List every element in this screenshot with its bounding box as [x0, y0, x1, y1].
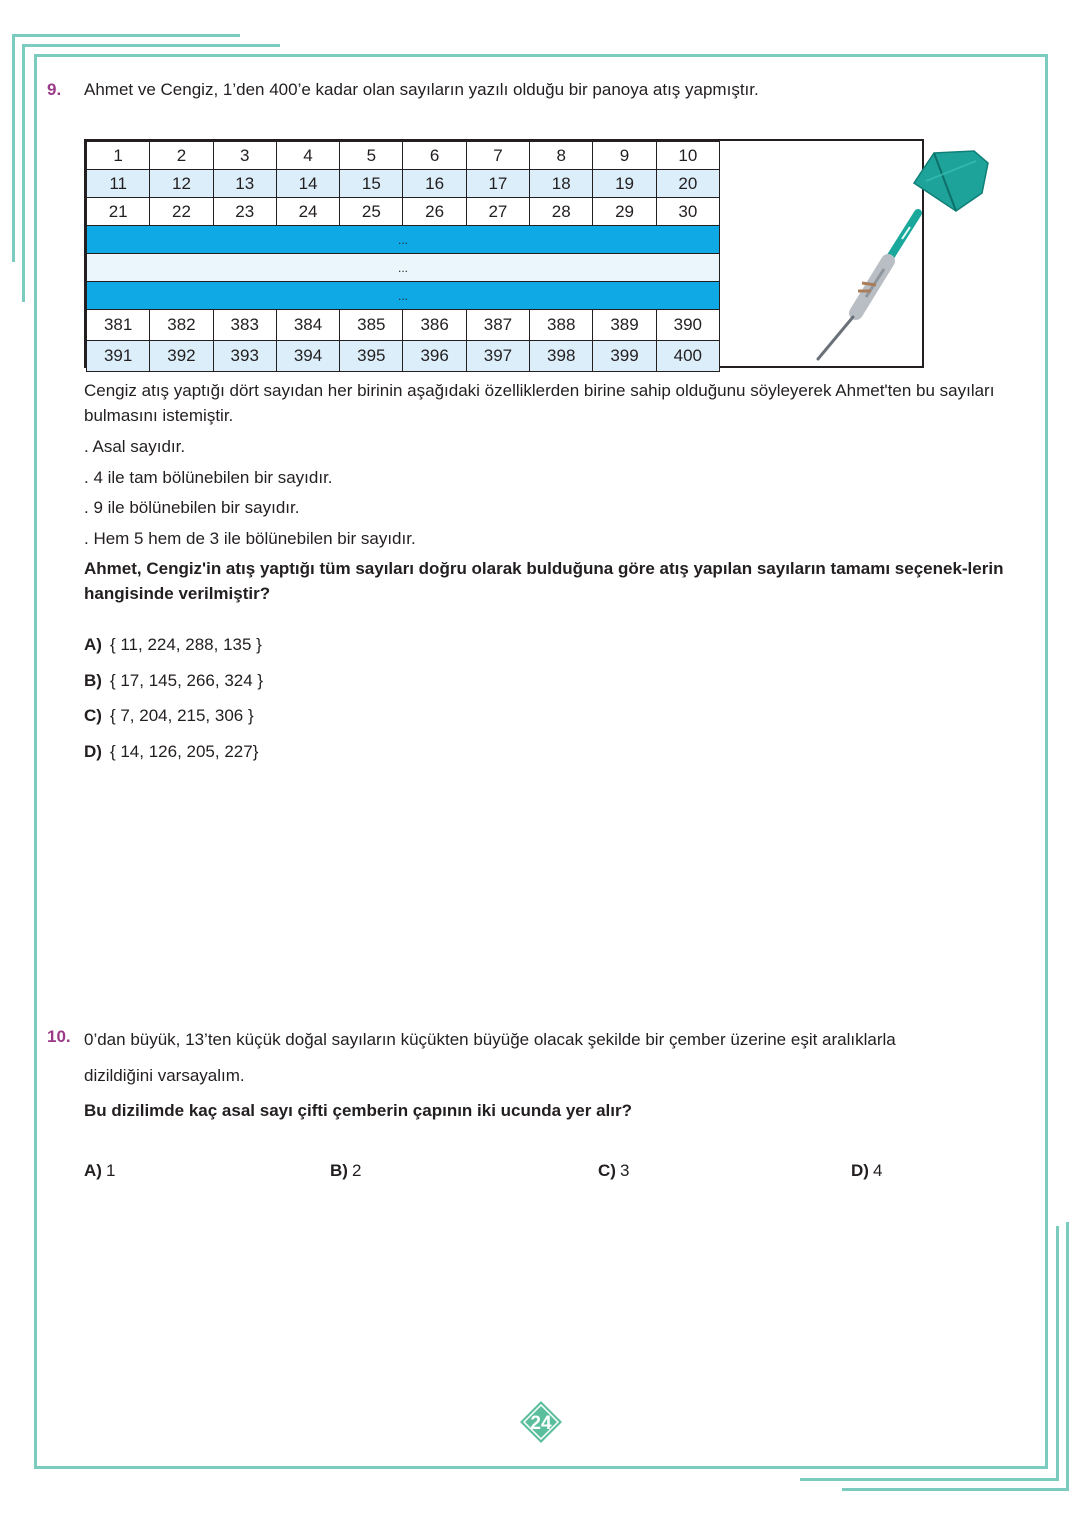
option-label: A) [84, 635, 102, 654]
grid-row [87, 310, 720, 341]
property-prime: . Asal sayıdır. [84, 437, 186, 456]
frame-line [34, 54, 1048, 57]
grid-cell: 10 [656, 142, 719, 170]
grid-cell: 14 [276, 170, 339, 198]
grid-cell: 21 [87, 198, 150, 226]
frame-line [22, 44, 280, 47]
q9-option-c[interactable] [84, 706, 254, 726]
grid-cell: 29 [593, 198, 656, 226]
grid-cell: 393 [213, 341, 276, 372]
frame-line [1056, 1226, 1059, 1480]
option-label: C) [598, 1161, 616, 1180]
option-label: B) [330, 1161, 348, 1180]
grid-cell: 9 [593, 142, 656, 170]
frame-line [12, 34, 240, 37]
ellipsis: ... [87, 254, 720, 282]
grid-cell: 396 [403, 341, 466, 372]
q10-option-a[interactable] [84, 1161, 115, 1181]
q9-option-d[interactable] [84, 742, 258, 762]
q9-option-a[interactable] [84, 635, 262, 655]
grid-cell: 11 [87, 170, 150, 198]
grid-cell: 15 [340, 170, 403, 198]
grid-cell: 17 [466, 170, 529, 198]
option-text: 4 [872, 1161, 883, 1180]
option-text: { 14, 126, 205, 227} [109, 742, 259, 761]
option-text: 3 [619, 1161, 630, 1180]
grid-cell: 394 [276, 341, 339, 372]
option-label: D) [84, 742, 102, 761]
grid-cell: 20 [656, 170, 719, 198]
grid-cell: 400 [656, 341, 719, 372]
grid-cell: 391 [87, 341, 150, 372]
grid-cell: 8 [530, 142, 593, 170]
grid-cell: 385 [340, 310, 403, 341]
question-10-prompt: Bu dizilimde kaç asal sayı çifti çemberin çapının iki ucunda yer alır? [84, 1101, 632, 1120]
grid-cell: 386 [403, 310, 466, 341]
q9-option-b[interactable] [84, 671, 263, 691]
grid-cell: 2 [150, 142, 213, 170]
question-10-line1: 0’dan büyük, 13’ten küçük doğal sayıların küçükten büyüğe olacak şekilde bir çember üzerine eşit aralıklarla [84, 1030, 896, 1049]
page-number-badge [519, 1400, 563, 1444]
option-label: A) [84, 1161, 102, 1180]
question-9-intro: Ahmet ve Cengiz, 1’den 400’e kadar olan sayıların yazılı olduğu bir panoya atış yapmıştır. [84, 80, 759, 99]
question-9-paragraph: Cengiz atış yaptığı dört sayıdan her birinin aşağıdaki özelliklerden birine sahip olduğunu söyleyerek Ahmet'ten bu sayıları bulmasını istemiştir. [84, 381, 995, 425]
dart-icon [806, 141, 1006, 366]
grid-cell: 398 [530, 341, 593, 372]
grid-cell: 392 [150, 341, 213, 372]
property-div4: . 4 ile tam bölünebilen bir sayıdır. [84, 468, 333, 487]
grid-row [87, 341, 720, 372]
option-text: { 7, 204, 215, 306 } [109, 706, 254, 725]
grid-cell: 397 [466, 341, 529, 372]
grid-cell: 382 [150, 310, 213, 341]
question-9-number: 9. [47, 80, 62, 99]
frame-line [34, 54, 37, 1468]
grid-cell: 388 [530, 310, 593, 341]
ellipsis-row [87, 226, 720, 254]
number-grid [86, 141, 720, 372]
grid-cell: 12 [150, 170, 213, 198]
frame-line [1045, 54, 1048, 1468]
ellipsis: ... [87, 226, 720, 254]
grid-cell: 4 [276, 142, 339, 170]
grid-row [87, 170, 720, 198]
grid-cell: 3 [213, 142, 276, 170]
question-10-number: 10. [47, 1027, 71, 1046]
property-div5and3: . Hem 5 hem de 3 ile bölünebilen bir sayıdır. [84, 529, 416, 548]
frame-line [800, 1478, 1059, 1481]
frame-line [22, 44, 25, 302]
page-number: 24 [530, 1413, 552, 1434]
grid-cell: 25 [340, 198, 403, 226]
frame-line [34, 1466, 1048, 1469]
frame-line [12, 34, 15, 262]
grid-cell: 5 [340, 142, 403, 170]
ellipsis-row [87, 254, 720, 282]
grid-cell: 22 [150, 198, 213, 226]
grid-cell: 7 [466, 142, 529, 170]
grid-row [87, 142, 720, 170]
grid-cell: 27 [466, 198, 529, 226]
grid-cell: 381 [87, 310, 150, 341]
grid-cell: 28 [530, 198, 593, 226]
frame-line [842, 1488, 1069, 1491]
number-board [84, 139, 924, 368]
grid-cell: 30 [656, 198, 719, 226]
grid-cell: 1 [87, 142, 150, 170]
option-text: 1 [105, 1161, 116, 1180]
ellipsis: ... [87, 282, 720, 310]
q10-option-c[interactable] [598, 1161, 629, 1181]
grid-cell: 390 [656, 310, 719, 341]
grid-cell: 395 [340, 341, 403, 372]
grid-cell: 16 [403, 170, 466, 198]
grid-cell: 387 [466, 310, 529, 341]
grid-cell: 399 [593, 341, 656, 372]
option-text: 2 [351, 1161, 362, 1180]
property-div9: . 9 ile bölünebilen bir sayıdır. [84, 498, 300, 517]
option-label: C) [84, 706, 102, 725]
grid-cell: 6 [403, 142, 466, 170]
question-10-line2: dizildiğini varsayalım. [84, 1066, 245, 1085]
option-label: D) [851, 1161, 869, 1180]
q10-option-d[interactable] [851, 1161, 882, 1181]
grid-cell: 23 [213, 198, 276, 226]
grid-row [87, 198, 720, 226]
question-9-prompt: Ahmet, Cengiz'in atış yaptığı tüm sayıları doğru olarak bulduğuna göre atış yapılan sayıların tamamı seçenek-lerin hangisinde verilmiştir? [84, 559, 1004, 603]
grid-cell: 383 [213, 310, 276, 341]
grid-cell: 389 [593, 310, 656, 341]
grid-cell: 384 [276, 310, 339, 341]
frame-line [1066, 1222, 1069, 1490]
grid-cell: 24 [276, 198, 339, 226]
option-label: B) [84, 671, 102, 690]
grid-cell: 19 [593, 170, 656, 198]
q10-option-b[interactable] [330, 1161, 361, 1181]
option-text: { 11, 224, 288, 135 } [109, 635, 262, 654]
grid-cell: 13 [213, 170, 276, 198]
option-text: { 17, 145, 266, 324 } [109, 671, 264, 690]
ellipsis-row [87, 282, 720, 310]
grid-cell: 18 [530, 170, 593, 198]
grid-cell: 26 [403, 198, 466, 226]
